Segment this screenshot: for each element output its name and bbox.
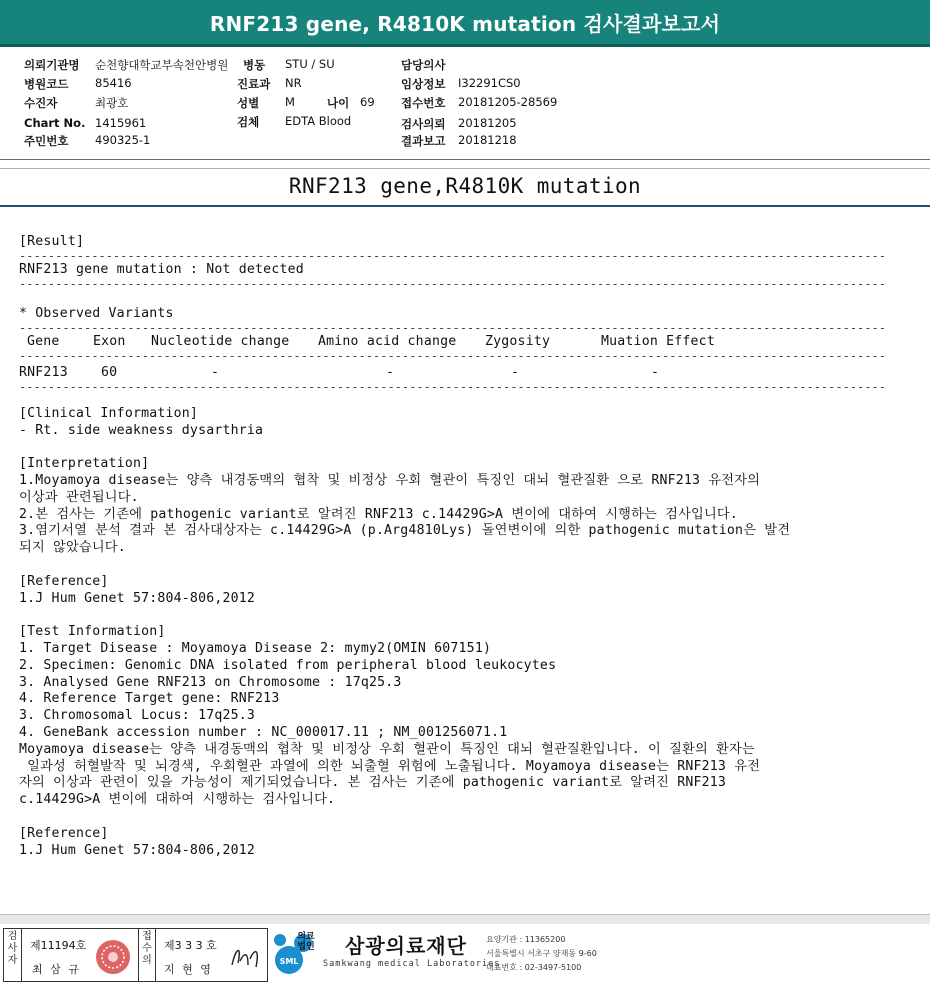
report-subtitle: RNF213 gene,R4810K mutation xyxy=(288,174,642,198)
test-info-line: 4. Reference Target gene: RNF213 xyxy=(19,691,280,707)
doctor-label: 담당의사 xyxy=(401,58,446,72)
description-line: 자의 이상과 관련이 있을 가능성이 제기되었습니다. 본 검사는 기존에 pathogenic variant로 알려진 RNF213 xyxy=(19,775,727,791)
ward-value: STU / SU xyxy=(285,57,335,71)
test-info-line: 2. Specimen: Genomic DNA isolated from peripheral blood leukocytes xyxy=(19,657,557,673)
dash-rule: ------------------------------------------------------------------------------------------------------------------------ xyxy=(19,276,886,291)
reference-heading: [Reference] xyxy=(19,825,109,841)
sex-value: M xyxy=(285,95,295,109)
footer-divider xyxy=(0,914,930,924)
patient-info-block xyxy=(0,50,930,154)
table-cell: - xyxy=(651,364,660,380)
hospital-code-label: 병원코드 xyxy=(24,77,69,91)
test-info-line: 3. Analysed Gene RNF213 on Chromosome : 17q25.3 xyxy=(19,674,402,690)
hospital-code-value: 85416 xyxy=(95,76,132,90)
signature-icon xyxy=(226,941,264,973)
resident-no-value: 490325-1 xyxy=(95,133,151,147)
title-bottom-divider xyxy=(0,205,930,207)
examiner-license-no: 제11194호 xyxy=(30,939,87,952)
test-info-heading: [Test Information] xyxy=(19,624,166,640)
table-header-cell: Zygosity xyxy=(485,334,551,350)
resident-no-label: 주민번호 xyxy=(24,134,69,148)
corporation-label: 의료법인 xyxy=(297,932,315,952)
sml-logo-text: SML xyxy=(279,957,299,966)
institution-code: 요양기관 : 11365200 xyxy=(486,935,566,944)
table-cell: - xyxy=(511,364,520,380)
interpretation-line: 되지 않았습니다. xyxy=(19,540,126,556)
test-info-line: 1. Target Disease : Moyamoya Disease 2: mymy2(OMIN 607151) xyxy=(19,640,492,656)
dept-label: 진료과 xyxy=(237,77,271,91)
description-line: Moyamoya disease는 양측 내경동맥의 협착 및 비정상 우회 혈관이 특징인 대뇌 혈관질환입니다. 이 질환의 환자는 xyxy=(19,741,755,757)
specimen-value: EDTA Blood xyxy=(285,114,352,128)
reference-heading: [Reference] xyxy=(19,573,109,589)
clinical-info-label: 임상정보 xyxy=(401,77,446,91)
dash-rule: ------------------------------------------------------------------------------------------------------------------------ xyxy=(19,248,886,263)
organization-name: 삼광의료재단 xyxy=(345,934,467,958)
collector-label: 수진자 xyxy=(24,96,58,110)
clinical-line: - Rt. side weakness dysarthria xyxy=(19,422,264,438)
chart-no-label: Chart No. xyxy=(24,116,86,130)
description-line: c.14429G>A 변이에 대하여 시행하는 검사입니다. xyxy=(19,792,336,808)
clinical-heading: [Clinical Information] xyxy=(19,405,199,421)
interpretation-line: 1.Moyamoya disease는 양측 내경동맥의 협착 및 비정상 우회 혈관이 특징인 대뇌 혈관질환 으로 RNF213 유전자의 xyxy=(19,472,761,488)
dash-rule: ------------------------------------------------------------------------------------------------------------------------ xyxy=(19,348,886,363)
info-divider xyxy=(0,159,930,160)
organization-phone: 대표번호 : 02-3497-5100 xyxy=(486,963,582,972)
test-info-line: 4. GeneBank accession number : NC_000017.11 ; NM_001256071.1 xyxy=(19,724,508,740)
dash-rule: ------------------------------------------------------------------------------------------------------------------------ xyxy=(19,379,886,394)
table-header-cell: Gene xyxy=(27,334,60,350)
table-cell: 60 xyxy=(101,364,118,380)
interpretation-line: 2.본 검사는 기존에 pathogenic variant로 알려진 RNF213 c.14429G>A 변이에 대하여 시행하는 검사입니다. xyxy=(19,506,738,522)
report-footer xyxy=(3,928,927,988)
table-cell: - xyxy=(211,364,220,380)
institution-label: 의뢰기관명 xyxy=(24,58,80,72)
institution-value: 순천향대학교부속천안병원 xyxy=(95,58,229,72)
interpretation-line: 이상과 관련됩니다. xyxy=(19,489,139,505)
result-heading: [Result] xyxy=(19,234,85,249)
organization-address: 서울특별시 서초구 양재동 9-60 xyxy=(486,949,597,958)
receipt-no-label: 접수번호 xyxy=(401,96,446,110)
reference-line: 1.J Hum Genet 57:804-806,2012 xyxy=(19,590,256,606)
signature-box xyxy=(3,928,268,982)
collector-value: 최광호 xyxy=(95,96,129,110)
test-info-line: 3. Chromosomal Locus: 17q25.3 xyxy=(19,708,256,724)
organization-logo xyxy=(273,928,927,982)
dept-value: NR xyxy=(285,76,302,90)
report-main-title: RNF213 gene, R4810K mutation 검사결과보고서 xyxy=(209,11,721,36)
request-date-value: 20181205 xyxy=(458,116,517,130)
interpretation-line: 3.염기서열 분석 결과 본 검사대상자는 c.14429G>A (p.Arg4810Lys) 돌연변이에 의한 pathogenic mutation은 발견 xyxy=(19,523,791,539)
examiner-label: 검사자 xyxy=(4,929,22,981)
clinical-info-value: I32291CS0 xyxy=(458,76,521,90)
receipt-no-value: 20181205-28569 xyxy=(458,95,558,109)
description-line: 일과성 허혈발작 및 뇌경색, 우회혈관 과열에 의한 뇌출혈 위험에 노출됩니다. Moyamoya disease는 RNF213 유전 xyxy=(19,758,761,774)
approver-label: 접수의 xyxy=(138,929,156,981)
request-date-label: 검사의뢰 xyxy=(401,117,446,131)
age-label: 나이 xyxy=(327,96,350,110)
chart-no-value: 1415961 xyxy=(95,116,147,130)
age-value: 69 xyxy=(360,95,375,109)
interpretation-heading: [Interpretation] xyxy=(19,456,150,472)
table-cell: - xyxy=(386,364,395,380)
result-line: RNF213 gene mutation : Not detected xyxy=(19,261,304,277)
examiner-name: 최 삼 규 xyxy=(32,963,81,976)
ward-label: 병동 xyxy=(243,58,266,72)
report-title-bar xyxy=(0,0,930,47)
report-date-value: 20181218 xyxy=(458,133,517,147)
table-header-cell: Exon xyxy=(93,334,126,350)
variants-heading: * Observed Variants xyxy=(19,306,174,322)
approver-name: 지 현 영 xyxy=(164,963,213,976)
dash-rule: ------------------------------------------------------------------------------------------------------------------------ xyxy=(19,321,886,336)
report-body xyxy=(19,234,914,859)
table-header-cell: Amino acid change xyxy=(318,334,457,350)
title-top-divider xyxy=(0,168,930,169)
table-header-cell: Nucleotide change xyxy=(151,334,290,350)
seal-stamp-icon xyxy=(94,938,132,976)
report-date-label: 결과보고 xyxy=(401,134,446,148)
organization-english-name: Samkwang medical Laboratories xyxy=(323,959,501,969)
approver-license-no: 제3 3 3 호 xyxy=(164,939,217,952)
specimen-label: 검체 xyxy=(237,115,260,129)
sex-label: 성별 xyxy=(237,96,260,110)
reference-line: 1.J Hum Genet 57:804-806,2012 xyxy=(19,842,256,858)
table-cell: RNF213 xyxy=(19,364,68,380)
table-header-cell: Muation Effect xyxy=(601,334,715,350)
